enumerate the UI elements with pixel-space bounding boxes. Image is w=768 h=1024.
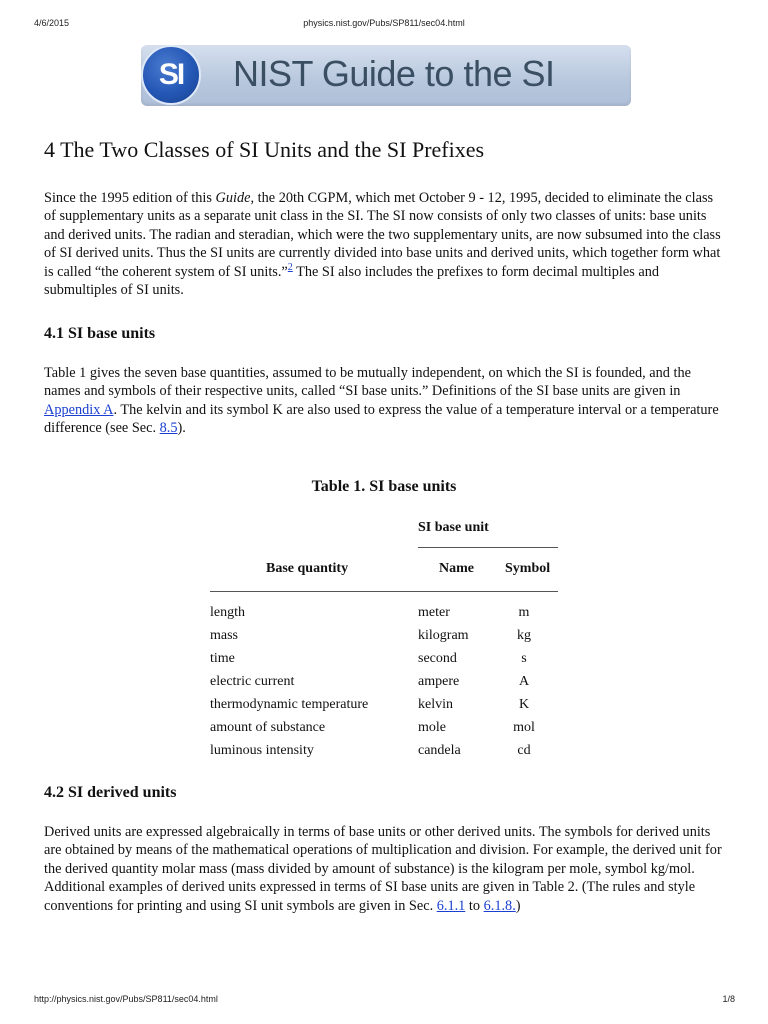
intro-paragraph: [44, 189, 724, 299]
cell-symbol: K: [518, 697, 530, 712]
page-title: 4 The Two Classes of SI Units and the SI Prefixes: [44, 137, 485, 162]
derived-units-text-c: ): [515, 897, 521, 914]
table-row: [210, 628, 558, 648]
nist-guide-banner: [141, 45, 631, 106]
table-row: [210, 720, 558, 740]
base-units-paragraph: [44, 364, 724, 438]
cell-symbol: s: [521, 651, 527, 666]
footer-page-number: 1/8: [722, 994, 735, 1004]
cell-name: candela: [418, 743, 461, 758]
cell-symbol: m: [518, 605, 530, 620]
table-row: [210, 697, 558, 717]
cell-symbol: cd: [517, 743, 531, 758]
si-logo-text: SI: [158, 58, 184, 91]
sec-6-1-1-link[interactable]: 6.1.1: [436, 897, 466, 914]
sec-8-5-link[interactable]: 8.5: [159, 420, 178, 437]
table-header-name: Name: [439, 561, 474, 576]
cell-name: kilogram: [418, 628, 469, 643]
cell-quantity: length: [210, 605, 245, 620]
intro-text-a: Since the 1995 edition of this: [44, 190, 216, 206]
section-4-2-heading: 4.2 SI derived units: [44, 784, 177, 801]
print-footer: [0, 994, 768, 1006]
print-date: 4/6/2015: [34, 18, 70, 28]
table-group-rule: [418, 547, 558, 548]
guide-italic: Guide: [215, 190, 251, 206]
cell-symbol: A: [518, 674, 530, 689]
banner-title: NIST Guide to the SI: [233, 53, 555, 94]
appendix-a-link[interactable]: Appendix A: [44, 401, 114, 418]
table-row: [210, 651, 558, 671]
intro-text-c: The SI also includes the prefixes to form decimal multiples and submultiples of SI units.: [44, 263, 659, 299]
cell-quantity: thermodynamic temperature: [210, 697, 369, 712]
table-group-header: SI base unit: [418, 520, 489, 535]
cell-symbol: kg: [517, 628, 531, 643]
cell-quantity: mass: [210, 628, 238, 643]
footnote-2-link[interactable]: 2: [287, 261, 293, 273]
print-header: [0, 18, 768, 30]
base-units-text-c: ).: [177, 420, 186, 437]
table-header-symbol: Symbol: [505, 561, 551, 576]
cell-quantity: electric current: [210, 674, 295, 689]
cell-name: mole: [418, 720, 446, 735]
table-row: [210, 674, 558, 694]
cell-name: ampere: [418, 674, 460, 689]
derived-units-text-b: to: [465, 897, 484, 914]
cell-quantity: amount of substance: [210, 720, 326, 735]
cell-quantity: luminous intensity: [210, 743, 314, 758]
intro-text-b: , the 20th CGPM, which met October 9 - 12, 1995, decided to eliminate the class of supplementary units as a separate unit class in the SI. The SI now consists of only two classes of units: base units and derived units. The radian and steradian, which were the two supplementary units, are now subsumed into the class of SI derived units. Thus the SI units are currently divided into base units and derived units, which together form what is called “the coherent system of SI units.”: [44, 190, 721, 280]
table-row: [210, 743, 558, 763]
print-url: physics.nist.gov/Pubs/SP811/sec04.html: [303, 18, 465, 28]
table-1-title: Table 1. SI base units: [311, 478, 457, 495]
cell-name: second: [418, 651, 457, 666]
cell-name: kelvin: [418, 697, 453, 712]
section-4-1-heading: 4.1 SI base units: [44, 325, 156, 342]
base-units-text-a: Table 1 gives the seven base quantities, assumed to be mutually independent, on which the SI is founded, and the names and symbols of their respective units, called “SI base units.” Definitions of the SI base units are given in: [44, 365, 691, 400]
table-header-quantity: Base quantity: [266, 561, 349, 576]
cell-quantity: time: [210, 651, 235, 666]
cell-symbol: mol: [513, 720, 535, 735]
derived-units-text-a: Derived units are expressed algebraically in terms of base units or other derived units. The symbols for derived units are obtained by means of the mathematical operations of multiplication and division. For example, the derived unit for the derived quantity molar mass (mass divided by amount of substance) is the kilogram per mole, symbol kg/mol. Additional examples of derived units expressed in terms of SI base units are given in Table 2. (The rules and style conventions for printing and using SI unit symbols are given in Sec.: [44, 824, 722, 914]
table-row: [210, 605, 558, 625]
cell-name: meter: [418, 605, 450, 620]
table-header-rule: [210, 591, 558, 592]
si-logo: [141, 45, 201, 105]
base-units-text-b: . The kelvin and its symbol K are also used to express the value of a temperature interval or a temperature difference (see Sec.: [44, 401, 719, 437]
footer-url: http://physics.nist.gov/Pubs/SP811/sec04.html: [34, 994, 218, 1004]
sec-6-1-8-link[interactable]: 6.1.8.: [483, 897, 516, 914]
derived-units-paragraph: [44, 823, 724, 915]
